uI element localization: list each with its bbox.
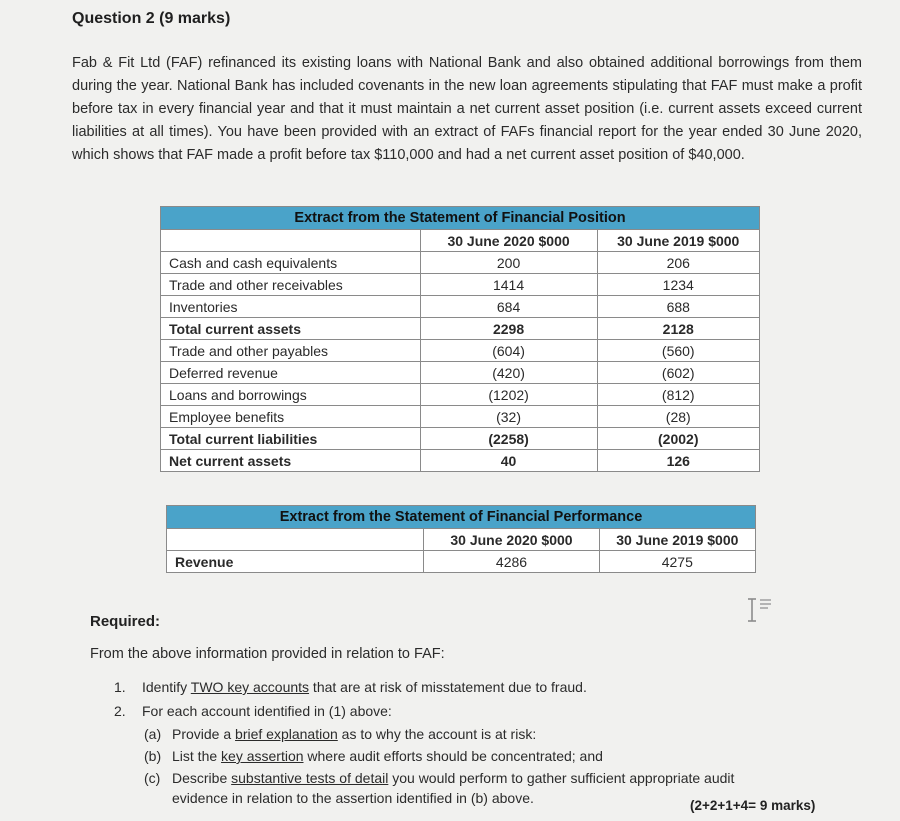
value-2020: (2258) [420, 428, 597, 450]
financial-position-table [160, 206, 760, 472]
financial-performance-title: Extract from the Statement of Financial Performance [167, 506, 756, 529]
value-2019: 126 [597, 450, 760, 472]
item-number: 1. [114, 679, 126, 695]
row-label: Cash and cash equivalents [161, 252, 421, 274]
item-number: (a) [144, 726, 162, 742]
table-row [161, 318, 760, 340]
sub-item-a [144, 726, 536, 742]
header-2019: 30 June 2019 $000 [599, 529, 755, 551]
row-label: Trade and other receivables [161, 274, 421, 296]
header-2020: 30 June 2020 $000 [420, 230, 597, 252]
value-2019: 4275 [599, 551, 755, 573]
value-2019: 2128 [597, 318, 760, 340]
value-2020: 684 [420, 296, 597, 318]
value-2020: 4286 [424, 551, 599, 573]
table-row [161, 406, 760, 428]
value-2019: (2002) [597, 428, 760, 450]
item-number: (c) [144, 770, 161, 786]
row-label: Employee benefits [161, 406, 421, 428]
item-text: that are at risk of misstatement due to fraud. [309, 679, 587, 695]
value-2020: (32) [420, 406, 597, 428]
row-label: Net current assets [161, 450, 421, 472]
question-title: Question 2 (9 marks) [72, 10, 231, 27]
value-2019: (28) [597, 406, 760, 428]
table-row [161, 362, 760, 384]
value-2020: (604) [420, 340, 597, 362]
table-row [161, 252, 760, 274]
question-intro: Fab & Fit Ltd (FAF) refinanced its existing loans with National Bank and also obtained additional borrowings from them during the year. National Bank has included covenants in the new loan agreements stipulating that FAF must make a profit before tax in every financial year and that it must maintain a net current asset position (i.e. current assets exceed current liabilities at all times). You have been provided with an extract of FAFs financial report for the year ended 30 June 2020, which shows that FAF made a profit before tax $110,000 and had a net current asset position of $40,000. [72, 55, 862, 163]
value-2019: (602) [597, 362, 760, 384]
value-2019: 206 [597, 252, 760, 274]
table-row [167, 551, 756, 573]
value-2020: 40 [420, 450, 597, 472]
table-row [161, 340, 760, 362]
item-text: where audit efforts should be concentrated; and [303, 748, 603, 764]
row-label: Inventories [161, 296, 421, 318]
value-2019: (812) [597, 384, 760, 406]
item-underlined: TWO key accounts [190, 679, 310, 695]
item-underlined: substantive tests of detail [231, 770, 389, 786]
value-2019: 1234 [597, 274, 760, 296]
row-label: Revenue [167, 551, 424, 573]
value-2019: 688 [597, 296, 760, 318]
table-row [161, 428, 760, 450]
item-text: List the [172, 748, 222, 764]
value-2020: (420) [420, 362, 597, 384]
value-2020: 2298 [420, 318, 597, 340]
required-heading: Required: [90, 613, 161, 630]
table-row [161, 296, 760, 318]
row-label: Total current assets [161, 318, 421, 340]
value-2020: 200 [420, 252, 597, 274]
item-text: For each account identified in (1) above: [142, 703, 392, 719]
item-underlined: key assertion [221, 748, 304, 764]
text-cursor-icon [744, 596, 774, 624]
header-blank [167, 529, 424, 551]
header-2019: 30 June 2019 $000 [597, 230, 760, 252]
item-number: (b) [144, 748, 162, 764]
financial-position-title: Extract from the Statement of Financial Position [161, 207, 760, 230]
value-2020: (1202) [420, 384, 597, 406]
table-row [161, 450, 760, 472]
item-text: Describe [172, 770, 232, 786]
list-item-1 [114, 679, 587, 695]
sub-item-c-continued: evidence in relation to the assertion identified in (b) above. [172, 790, 534, 806]
item-text: you would perform to gather sufficient appropriate audit [388, 770, 735, 786]
table-row [161, 274, 760, 296]
row-label: Deferred revenue [161, 362, 421, 384]
value-2020: 1414 [420, 274, 597, 296]
item-text: Provide a [172, 726, 236, 742]
header-blank [161, 230, 421, 252]
list-item-2 [114, 703, 392, 719]
row-label: Trade and other payables [161, 340, 421, 362]
row-label: Total current liabilities [161, 428, 421, 450]
table-row [161, 384, 760, 406]
item-number: 2. [114, 703, 126, 719]
item-text: as to why the account is at risk: [337, 726, 537, 742]
sub-item-b [144, 748, 603, 764]
from-text: From the above information provided in relation to FAF: [90, 646, 445, 662]
item-underlined: brief explanation [235, 726, 338, 742]
row-label: Loans and borrowings [161, 384, 421, 406]
marks-allocation: (2+2+1+4= 9 marks) [690, 798, 816, 813]
item-text: Identify [142, 679, 191, 695]
financial-performance-table [166, 505, 756, 573]
value-2019: (560) [597, 340, 760, 362]
header-2020: 30 June 2020 $000 [424, 529, 599, 551]
sub-item-c [144, 770, 734, 786]
